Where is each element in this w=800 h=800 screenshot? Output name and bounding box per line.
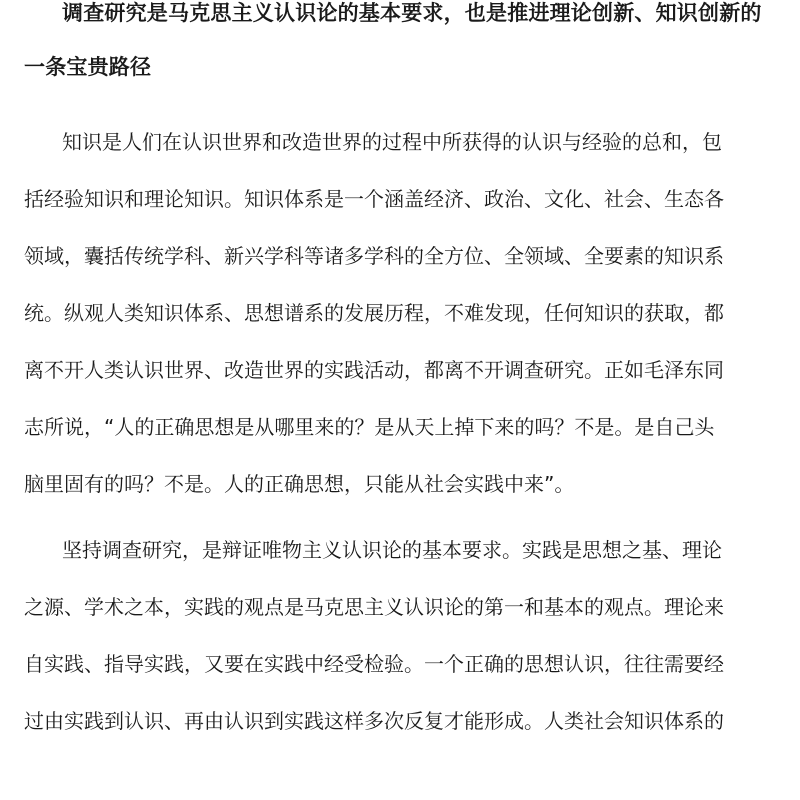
paragraph-line: 知识是人们在认识世界和改造世界的过程中所获得的认识与经验的总和，包	[62, 130, 722, 154]
paragraph-knowledge	[24, 114, 776, 513]
paragraph-line: 之源、学术之本，实践的观点是马克思主义认识论的第一和基本的观点。理论来	[24, 595, 724, 619]
paragraph-line: 坚持调查研究，是辩证唯物主义认识论的基本要求。实践是思想之基、理论	[62, 538, 722, 562]
section-heading	[24, 0, 776, 94]
paragraph-line: 括经验知识和理论知识。知识体系是一个涵盖经济、政治、文化、社会、生态各	[24, 187, 724, 211]
paragraph-investigation	[24, 522, 776, 750]
heading-line: 一条宝贵路径	[24, 55, 152, 79]
heading-line: 调查研究是马克思主义认识论的基本要求，也是推进理论创新、知识创新的	[62, 1, 762, 25]
paragraph-line: 领域，囊括传统学科、新兴学科等诸多学科的全方位、全领域、全要素的知识系	[24, 244, 724, 268]
paragraph-line: 离不开人类认识世界、改造世界的实践活动，都离不开调查研究。正如毛泽东同	[24, 358, 724, 382]
paragraph-line: 自实践、指导实践，又要在实践中经受检验。一个正确的思想认识，往往需要经	[24, 652, 724, 676]
paragraph-line: 统。纵观人类知识体系、思想谱系的发展历程，不难发现，任何知识的获取，都	[24, 301, 724, 325]
paragraph-line: 过由实践到认识、再由认识到实践这样多次反复才能形成。人类社会知识体系的	[24, 709, 724, 733]
paragraph-line: 志所说，“人的正确思想是从哪里来的？是从天上掉下来的吗？不是。是自己头	[24, 415, 715, 439]
paragraph-line: 脑里固有的吗？不是。人的正确思想，只能从社会实践中来”。	[24, 472, 575, 496]
